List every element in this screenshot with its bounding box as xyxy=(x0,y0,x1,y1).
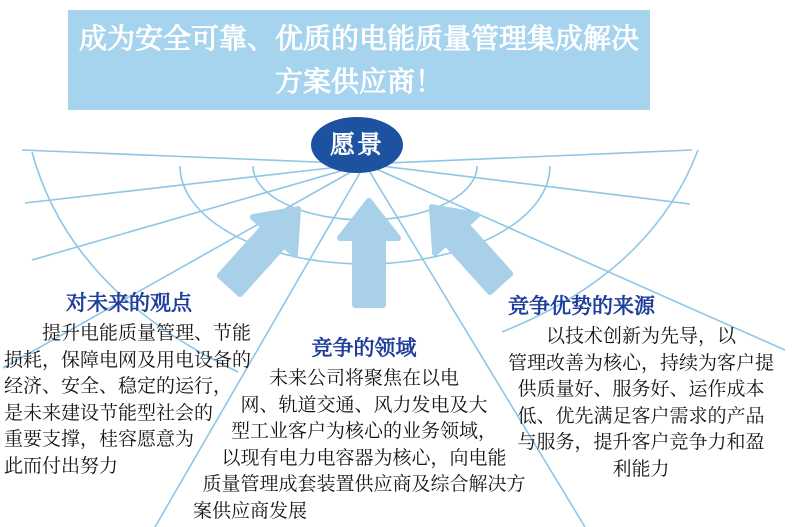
body-line: 网、轨道交通、风力发电及大 xyxy=(240,394,488,416)
fan-ray xyxy=(32,164,365,260)
body-line: 损耗，保障电网及用电设备的 xyxy=(4,349,252,371)
up-arrow-icon xyxy=(340,201,398,305)
body-line: 是未来建设节能型社会的 xyxy=(4,402,214,424)
body-line: 经济、安全、稳定的运行， xyxy=(4,376,233,397)
fan-ray xyxy=(365,164,690,204)
vision-badge xyxy=(311,117,403,173)
body-line: 以技术创新为先导，以 xyxy=(545,326,736,347)
arrows xyxy=(209,188,521,305)
body-line: 管理改善为核心，持续为客户提 xyxy=(507,352,774,374)
section-heading: 竞争的领域 xyxy=(311,337,417,360)
vision-badge-label: 愿景 xyxy=(329,131,384,159)
vision-statement-line1: 成为安全可靠、优质的电能质量管理集成解决 xyxy=(78,23,639,54)
up-right-arrow-icon xyxy=(209,190,319,304)
body-line: 案供应商发展 xyxy=(193,500,308,522)
body-line: 重要支撑，桂容愿意为 xyxy=(4,429,195,450)
body-line: 与服务，提升客户竞争力和盈 xyxy=(517,432,765,453)
section-heading: 竞争优势的来源 xyxy=(508,295,655,318)
vision-statement-banner xyxy=(68,10,650,110)
fan-ray xyxy=(365,150,692,164)
body-line: 未来公司将聚焦在以电 xyxy=(268,368,459,389)
up-left-arrow-icon xyxy=(411,188,521,302)
body-line: 以现有电力电容器为核心，向电能 xyxy=(221,447,507,469)
body-line: 质量管理成套装置供应商及综合解决方 xyxy=(202,474,526,495)
body-line: 型工业客户为核心的业务领域， xyxy=(230,421,497,442)
fan-ray xyxy=(25,164,365,203)
body-line: 利能力 xyxy=(612,458,670,480)
body-line: 低、优先满足客户需求的产品 xyxy=(517,405,765,427)
section-heading: 对未来的观点 xyxy=(66,292,192,315)
section-advantage-source xyxy=(486,295,796,483)
body-line: 供质量好、服务好、运作成本 xyxy=(517,379,765,400)
vision-statement-line2: 方案供应商！ xyxy=(274,66,443,97)
body-line: 提升电能质量管理、节能 xyxy=(42,323,252,344)
body-line: 此而付出努力 xyxy=(4,455,119,477)
